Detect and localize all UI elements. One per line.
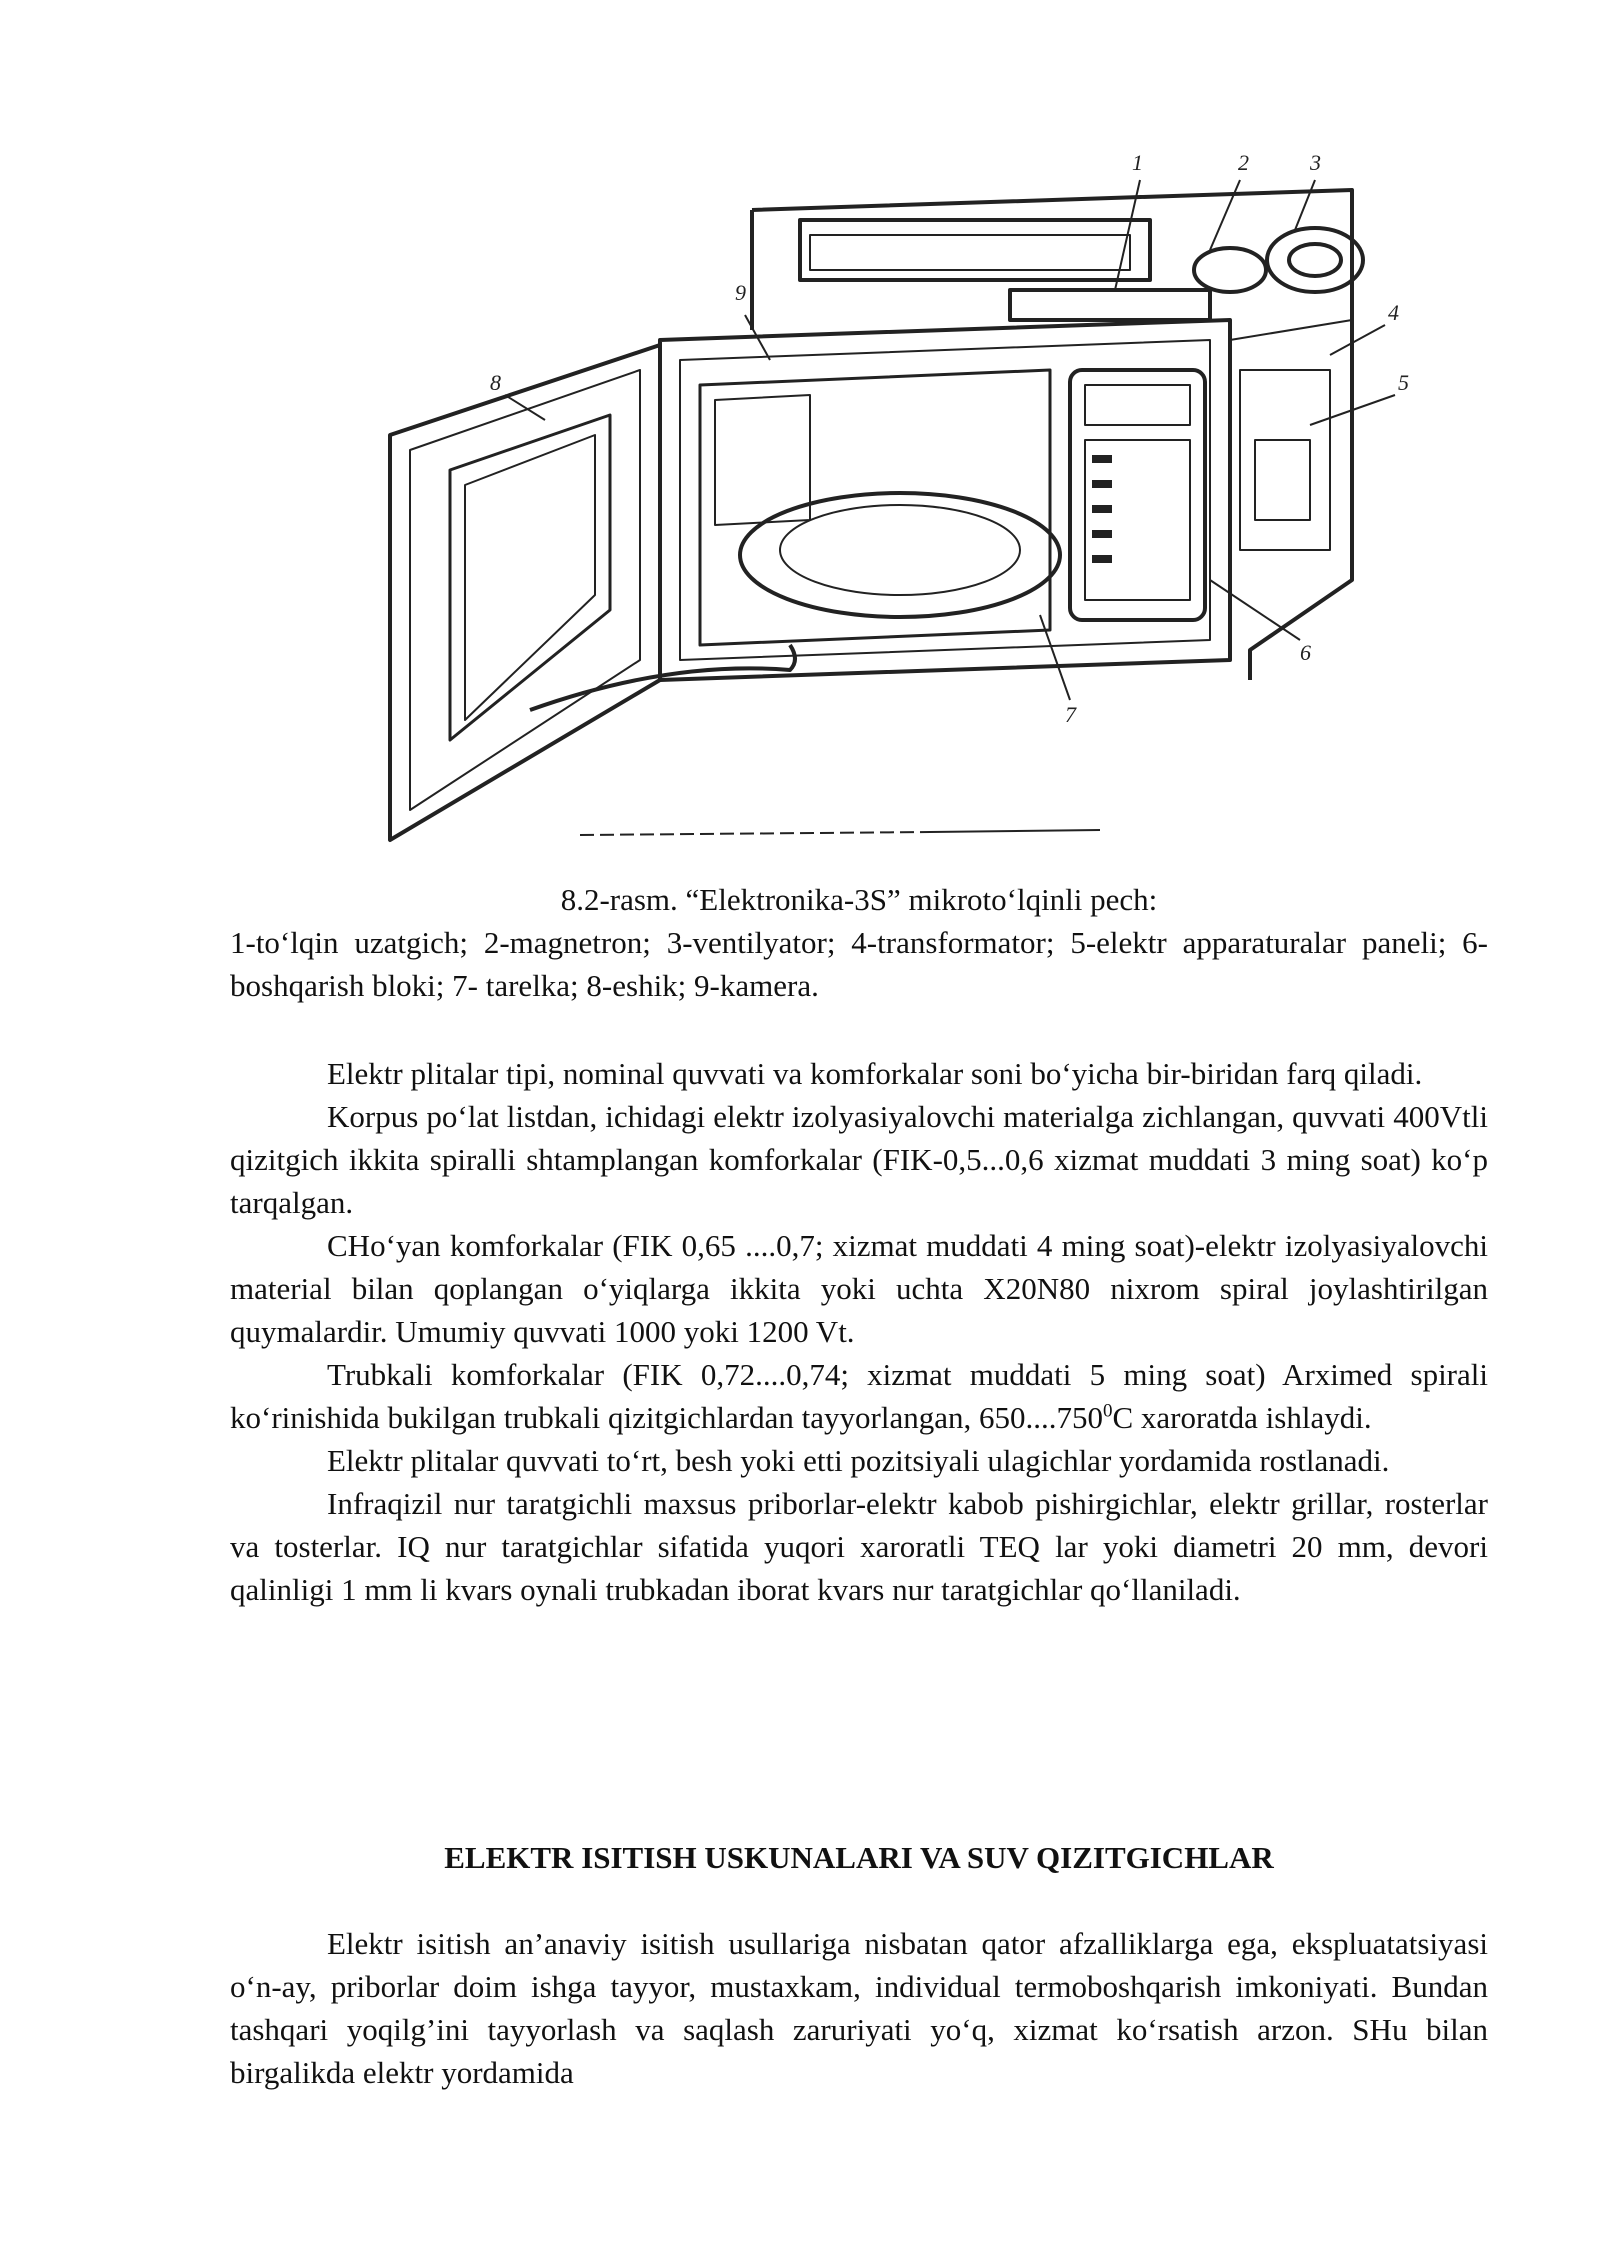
paragraph-text: C xaroratda ishlaydi. — [1112, 1400, 1372, 1435]
paragraph: Elektr plitalar tipi, nominal quvvati va komforkalar soni bo‘yicha bir-biridan farq qiladi. — [327, 1056, 1423, 1091]
paragraph — [230, 1353, 1488, 1439]
section-heading: ELEKTR ISITISH USKUNALARI VA SUV QIZITGICHLAR — [444, 1840, 1274, 1875]
turntable-plate — [740, 493, 1060, 617]
callout-4: 4 — [1388, 300, 1399, 325]
paragraph: Infraqizil nur taratgichli maxsus priborlar-elektr kabob pishirgichlar, elektr grillar, rosterlar va tosterlar. IQ nur taratgichlar sifatida yuqori xaroratli TEQ lar yoki diametri 20 mm, devori qalinligi 1 mm li kvars oynali trubkadan iborat kvars nur taratgichlar qo‘llaniladi. — [230, 1486, 1488, 1607]
fan-shape — [1267, 228, 1363, 292]
paragraph: CHo‘yan komforkalar (FIK 0,65 ....0,7; xizmat muddati 4 ming soat)-elektr izolyasiyalovchi material bilan qoplangan o‘yiqlarga ikkita yoki uchta X20N80 nixrom spiral joylashtirilgan quymalardir. Umumiy quvvati 1000 yoki 1200 Vt. — [230, 1228, 1488, 1349]
body-section — [230, 1052, 1488, 1611]
figure-caption — [230, 878, 1488, 1007]
superscript: 0 — [1102, 1400, 1113, 1422]
control-panel-shape — [1070, 370, 1205, 620]
callout-2: 2 — [1238, 150, 1249, 175]
microwave-figure — [370, 140, 1410, 850]
magnetron-shape — [1194, 248, 1266, 292]
paragraph: Elektr plitalar quvvati to‘rt, besh yoki etti pozitsiyali ulagichlar yordamida rostlanadi. — [327, 1443, 1390, 1478]
callout-3: 3 — [1310, 150, 1321, 175]
callout-9: 9 — [735, 280, 746, 305]
callout-8: 8 — [490, 370, 501, 395]
body-section-2 — [230, 1922, 1488, 2094]
microwave-drawing — [370, 140, 1410, 850]
caption-title: 8.2-rasm. “Elektronika-3S” mikroto‘lqinli pech: — [560, 882, 1158, 917]
paragraph-text: Trubkali komforkalar (FIK 0,72....0,74; xizmat muddati 5 ming soat) Arximed spirali ko‘rinishida bukilgan trubkali qizitgichlardan tayyorlangan, 650....750 — [230, 1357, 1488, 1435]
casing-outline — [752, 190, 1352, 680]
callout-7: 7 — [1065, 702, 1076, 727]
caption-legend: 1-to‘lqin uzatgich; 2-magnetron; 3-ventilyator; 4-transformator; 5-elektr apparaturalar paneli; 6-boshqarish bloki; 7- tarelka; 8-eshik; 9-kamera. — [230, 925, 1488, 1003]
callout-1: 1 — [1132, 150, 1143, 175]
paragraph: Elektr isitish an’anaviy isitish usullariga nisbatan qator afzalliklarga ega, ekspluatatsiyasi o‘n-ay, priborlar doim ishga tayyor, mustaxkam, individual termoboshqarish imkoniyati. Bundan tashqari yoqilg’ini tayyorlash va saqlash zaruriyati yo‘q, xizmat ko‘rsatish arzon. SHu bilan birgalikda elektr yordamida — [230, 1926, 1488, 2090]
door-shape — [390, 345, 660, 840]
paragraph: Korpus po‘lat listdan, ichidagi elektr izolyasiyalovchi materialga zichlangan, quvvati 400Vtli qizitgich ikkita spiralli shtamplangan komforkalar (FIK-0,5...0,6 xizmat muddati 3 ming soat) ko‘p tarqalgan. — [230, 1099, 1488, 1220]
callout-5: 5 — [1398, 370, 1409, 395]
callout-6: 6 — [1300, 640, 1311, 665]
